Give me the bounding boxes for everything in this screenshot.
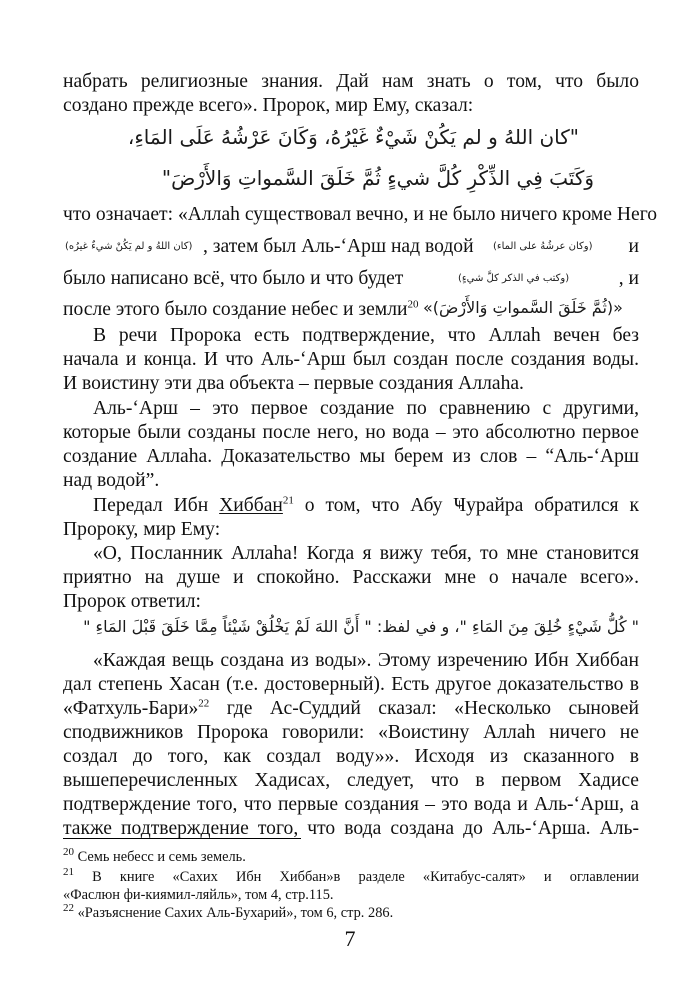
text-line: создано прежде всего». Пророк, мир Ему, сказал: — [63, 95, 474, 116]
text-segment: где Ас-Суддий сказал: «Несколько сыновей — [209, 698, 639, 719]
footnote-text: Семь небесс и семь земель. — [77, 849, 246, 865]
arabic-hadith-line-1: "كان اللهُ و لم يَكُنْ شَيْءٌ غَيْرُهُ، وَكَانَ عَرْشُهُ عَلَى المَاءِ، — [127, 125, 579, 149]
arabic-hadith-line-3: " كُلُّ شَيْءٍ خُلِقَ مِنَ المَاءِ "، و في لفظ: " أَنَّ اللهَ لَمْ يَخْلُقْ شَيْئاً مِمَّا خَلَقَ قَبْلَ المَاءِ " — [83, 617, 639, 636]
footnote-21-cont: «Фаслюн фи-киямил-ляйль», том 4, стр.115. — [63, 887, 334, 903]
text-line-with-arabic — [63, 298, 639, 322]
text-line — [63, 697, 639, 721]
text-line: начала и конца. И что Аль-‘Арш был создан после создания воды. — [63, 349, 639, 370]
text-line: Пророк ответил: — [63, 591, 201, 612]
text-line: вышеперечисленных Хадисах, следует, что в первом Хадисе — [63, 770, 639, 791]
text-line — [63, 494, 639, 518]
text-segment: было написано всё, что было и что будет — [63, 268, 404, 289]
arabic-inline-quote: (كان اللهُ و لم يَكُنْ شيءٌ غيرُه) — [65, 241, 193, 252]
text-line: И воистину эти два объекта – первые создания Аллаhа. — [63, 373, 524, 394]
arabic-inline-quote: (وكان عرشُهُ على الماء) — [493, 241, 593, 252]
footnote-text: «Разъяснение Сахих Аль-Бухарий», том 6, стр. 286. — [77, 905, 394, 921]
footnote-ref: 20 — [407, 298, 419, 311]
text-segment: о том, что Абу Ҹурайра обратился к — [293, 495, 639, 516]
text-segment: и — [628, 236, 639, 257]
footnote-ref: 21 — [282, 494, 294, 507]
page-number: 7 — [344, 926, 356, 951]
text-line: дал степень Хасан (т.е. достоверный). Есть другое доказательство в — [63, 674, 639, 695]
footnote-number: 21 — [63, 866, 74, 879]
text-line: Пророку, мир Ему: — [63, 519, 221, 540]
arabic-hadith-line-2: وَكَتَبَ فِي الذِّكْرِ كُلَّ شيءٍ ثُمَّ خَلَقَ السَّمواتِ وَالأَرْضَ" — [161, 166, 594, 190]
arabic-inline-quote: «(ثُمَّ خَلَقَ السَّمواتِ وَالأَرْضَ)» — [423, 298, 623, 317]
text-line: «Каждая вещь создана из воды». Этому изречению Ибн Хиббан — [93, 650, 639, 671]
text-line: набрать религиозные знания. Дай нам знать о том, что было — [63, 71, 639, 92]
text-line: создание Аллаhа. Доказательство мы берем из слов – “Аль-‘Арш — [63, 446, 639, 467]
text-line: В речи Пророка есть подтверждение, что Аллаh вечен без — [93, 325, 639, 346]
text-line: которые были созданы после него, но вода – это абсолютно первое — [63, 422, 639, 443]
text-line: Аль-‘Арш – это первое создание по сравнению с другими, — [93, 398, 639, 419]
footnote-number: 22 — [63, 902, 74, 915]
text-line: «О, Посланник Аллаhа! Когда я вижу тебя, то мне становится — [93, 543, 639, 564]
footnote-22 — [63, 904, 639, 922]
text-segment: Хиббан — [219, 495, 283, 516]
arabic-inline-quote: (وكتب في الذكر كلَّ شيءٍ) — [458, 273, 570, 284]
footnote-21 — [63, 868, 639, 886]
footnote-divider — [63, 838, 301, 839]
footnote-ref: 22 — [198, 697, 210, 710]
text-segment: «Фатхуль-Бари» — [63, 698, 199, 719]
footnote-number: 20 — [63, 846, 74, 859]
text-segment: Передал Ибн — [93, 495, 220, 516]
text-line: также подтверждение того, что вода создана до Аль-‘Арша. Аль- — [63, 818, 639, 839]
footnote-text: В книге «Сахих Ибн Хиббан»в разделе «Китабус-салят» и оглавлении — [92, 869, 639, 885]
text-line: создал до того, как создал воду»». Исходя из сказанного в — [63, 746, 639, 767]
text-segment: , затем был Аль-‘Арш над водой — [203, 236, 474, 257]
text-line-with-arabic — [63, 267, 639, 291]
text-line: сподвижников Пророка говорили: «Воистину Аллаh ничего не — [63, 722, 639, 743]
text-segment: после этого было создание небес и земли — [63, 299, 408, 320]
text-line: приятно на душе и спокойно. Расскажи мне о начале всего». — [63, 567, 639, 588]
text-line: что означает: «Аллаh существовал вечно, и не было ничего кроме Него — [63, 204, 658, 225]
text-line: подтверждение того, что первые создания – это вода и Аль-‘Арш, а — [63, 794, 639, 815]
text-segment: , и — [618, 268, 639, 289]
text-line: над водой”. — [63, 470, 160, 491]
footnote-20 — [63, 848, 639, 866]
